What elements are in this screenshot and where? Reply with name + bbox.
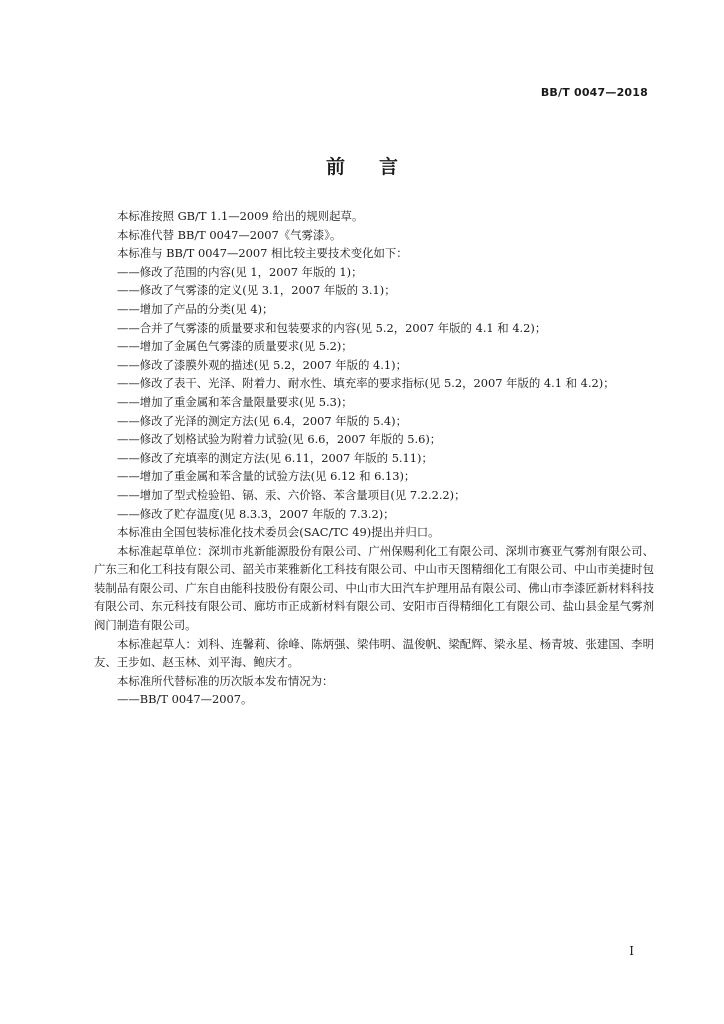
change-item: ——修改了范围的内容(见 1，2007 年版的 1)； [117, 264, 363, 279]
change-item: ——修改了贮存温度(见 8.3.3，2007 年版的 7.3.2)； [117, 506, 395, 521]
change-item: ——修改了划格试验为附着力试验(见 6.6，2007 年版的 5.6)； [117, 432, 442, 447]
change-item: ——合并了气雾漆的质量要求和包装要求的内容(见 5.2，2007 年版的 4.1 和 4.2)； [117, 320, 547, 335]
page-title: 前言 [325, 156, 432, 178]
standard-code: BB/T 0047—2018 [540, 86, 648, 99]
drafters-paragraph: 本标准起草人：刘科、连馨莉、徐峰、陈炳强、梁伟明、温俊帆、梁配辉、梁永星、杨青坡、张建国、李明友、王步如、赵玉林、刘平海、鲍庆才。 [94, 636, 654, 670]
drafting-units-paragraph: 本标准起草单位：深圳市兆新能源股份有限公司、广州保赐利化工有限公司、深圳市赛亚气雾剂有限公司、广东三和化工科技有限公司、韶关市莱雅新化工科技有限公司、中山市天图精细化工有限公司、中山市美捷时包装制品有限公司、广东自由能科技股份有限公司、中山市大田汽车护理用品有限公司、佛山市李漆匠新材料科技有限公司、东元科技有限公司、廊坊市正成新材料有限公司、安阳市百得精细化工有限公司、盐山县金星气雾剂阀门制造有限公司。 [94, 543, 654, 633]
foreword-body [94, 207, 654, 709]
change-item: ——修改了气雾漆的定义(见 3.1，2007 年版的 3.1)； [117, 283, 396, 298]
change-item: ——修改了充填率的测定方法(见 6.11，2007 年版的 5.11)； [117, 450, 433, 465]
change-item: ——增加了重金属和苯含量的试验方法(见 6.12 和 6.13)； [117, 469, 416, 484]
change-item: ——修改了表干、光泽、附着力、耐水性、填充率的要求指标(见 5.2，2007 年版的 4.1 和 4.2)； [117, 376, 615, 391]
replaces-paragraph: 本标准代替 BB/T 0047—2007《气雾漆》。 [117, 227, 342, 242]
proposed-by-paragraph: 本标准由全国包装标准化技术委员会(SAC/TC 49)提出并归口。 [117, 525, 440, 540]
page-number: I [629, 944, 634, 958]
change-item: ——增加了金属色气雾漆的质量要求(见 5.2)； [117, 339, 353, 354]
change-item: ——增加了型式检验铅、镉、汞、六价铬、苯含量项目(见 7.2.2.2)； [117, 487, 466, 502]
drafting-rules-paragraph: 本标准按照 GB/T 1.1—2009 给出的规则起草。 [117, 209, 364, 223]
change-item: ——修改了光泽的测定方法(见 6.4，2007 年版的 5.4)； [117, 413, 408, 428]
history-item: ——BB/T 0047—2007。 [117, 692, 253, 707]
changes-list [94, 263, 654, 523]
change-item: ——修改了漆膜外观的描述(见 5.2，2007 年版的 4.1)； [117, 357, 408, 372]
history-intro-paragraph: 本标准所代替标准的历次版本发布情况为： [117, 673, 334, 688]
change-item: ——增加了重金属和苯含量限量要求(见 5.3)； [117, 394, 353, 409]
changes-intro-paragraph: 本标准与 BB/T 0047—2007 相比较主要技术变化如下： [117, 246, 408, 261]
change-item: ——增加了产品的分类(见 4)； [117, 301, 274, 316]
